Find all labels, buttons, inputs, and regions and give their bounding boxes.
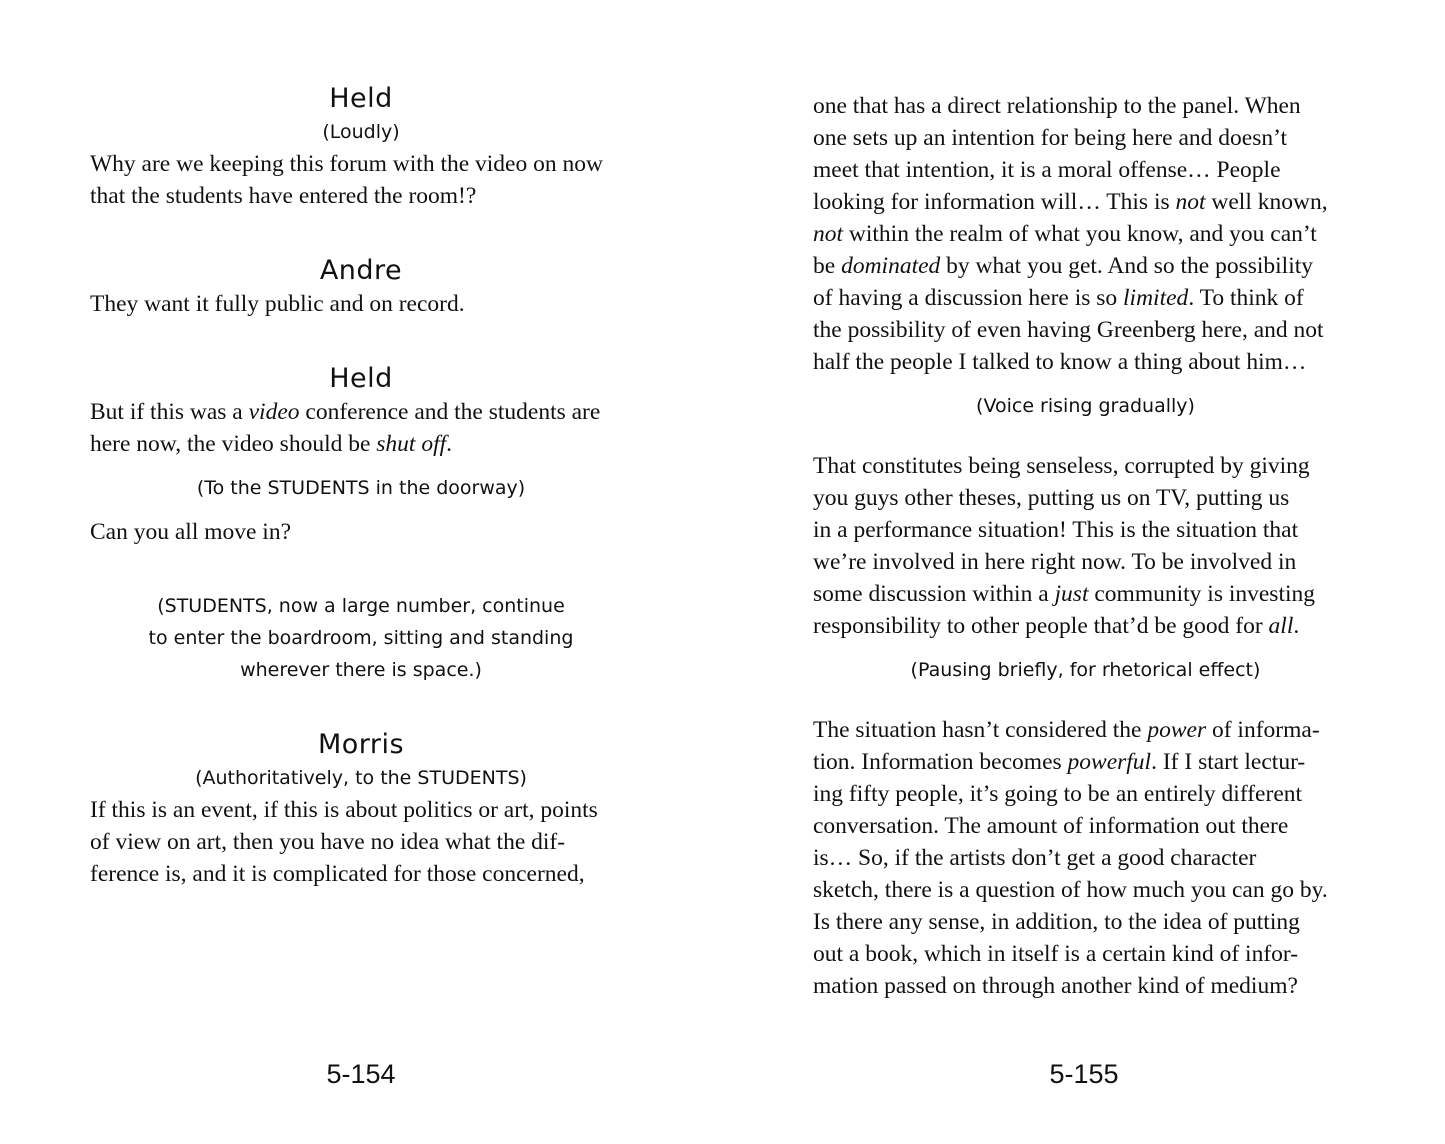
dialogue xyxy=(90,148,632,212)
dialogue-line: Is there any sense, in addition, to the idea of putting xyxy=(813,909,1300,935)
dialogue-line: half the people I talked to know a thing about him… xyxy=(813,349,1307,375)
dialogue-line: the possibility of even having Greenberg here, and not xyxy=(813,317,1324,343)
speaker-name: Andre xyxy=(319,255,403,286)
dialogue xyxy=(90,794,632,890)
left-page xyxy=(0,0,722,1144)
dialogue-line: of view on art, then you have no idea what the dif- xyxy=(90,829,566,855)
dialogue-line: meet that intention, it is a moral offense… People xyxy=(813,157,1281,183)
dialogue-line: in a performance situation! This is the situation that xyxy=(813,517,1299,543)
page-number: 5-154 xyxy=(326,1059,396,1089)
dialogue xyxy=(813,714,1358,1002)
stage-direction-line: wherever there is space.) xyxy=(240,659,482,681)
stage-direction-line: to enter the boardroom, sitting and standing xyxy=(148,627,574,649)
right-column xyxy=(813,90,1358,1002)
dialogue xyxy=(90,516,632,548)
stage-direction-line: (STUDENTS, now a large number, continue xyxy=(157,595,565,617)
speaker-name: Morris xyxy=(317,729,405,760)
dialogue-line: looking for information will… This is not well known, xyxy=(813,189,1328,215)
dialogue xyxy=(90,288,632,320)
stage-direction: (Pausing briefly, for rhetorical effect) xyxy=(910,659,1261,681)
dialogue-line: mation passed on through another kind of medium? xyxy=(813,973,1298,999)
dialogue-line: That constitutes being senseless, corrupted by giving xyxy=(813,453,1310,479)
dialogue-line: But if this was a video conference and the students are xyxy=(90,399,601,425)
speaker-name: Held xyxy=(329,363,393,394)
stage-direction: (Voice rising gradually) xyxy=(976,395,1195,417)
left-column xyxy=(90,82,632,890)
dialogue xyxy=(813,90,1358,378)
dialogue-line: here now, the video should be shut off. xyxy=(90,431,453,457)
dialogue-line: ference is, and it is complicated for those concerned, xyxy=(90,861,585,887)
dialogue-line: you guys other theses, putting us on TV, putting us xyxy=(813,485,1290,511)
dialogue-line: that the students have entered the room!? xyxy=(90,183,477,209)
dialogue-line: we’re involved in here right now. To be involved in xyxy=(813,549,1297,575)
dialogue-line: some discussion within a just community is investing xyxy=(813,581,1316,607)
dialogue-line: one that has a direct relationship to the panel. When xyxy=(813,93,1301,119)
page-number: 5-155 xyxy=(1049,1059,1119,1089)
dialogue-line: is… So, if the artists don’t get a good character xyxy=(813,845,1257,871)
dialogue-line: Why are we keeping this forum with the video on now xyxy=(90,151,603,177)
stage-direction: (Loudly) xyxy=(322,121,400,143)
dialogue-line: one sets up an intention for being here and doesn’t xyxy=(813,125,1288,151)
right-page xyxy=(722,0,1445,1144)
dialogue-line: Can you all move in? xyxy=(90,519,292,545)
stage-direction: (To the STUDENTS in the doorway) xyxy=(196,477,526,499)
stage-direction-block xyxy=(90,590,632,686)
dialogue-line: tion. Information becomes powerful. If I start lectur- xyxy=(813,749,1306,775)
dialogue-line: out a book, which in itself is a certain kind of infor- xyxy=(813,941,1299,967)
dialogue-line: be dominated by what you get. And so the possibility xyxy=(813,253,1314,279)
dialogue-line: of having a discussion here is so limited. To think of xyxy=(813,285,1304,311)
dialogue-line: responsibility to other people that’d be good for all. xyxy=(813,613,1300,639)
dialogue-line: The situation hasn’t considered the power of informa- xyxy=(813,717,1320,743)
dialogue-line: sketch, there is a question of how much you can go by. xyxy=(813,877,1328,903)
dialogue-line: They want it fully public and on record. xyxy=(90,291,465,317)
dialogue-line: If this is an event, if this is about politics or art, points xyxy=(90,797,598,823)
speaker-name: Held xyxy=(329,83,393,114)
dialogue-line: ing fifty people, it’s going to be an entirely different xyxy=(813,781,1303,807)
dialogue xyxy=(90,396,632,460)
stage-direction: (Authoritatively, to the STUDENTS) xyxy=(195,767,527,789)
dialogue-line: conversation. The amount of information out there xyxy=(813,813,1289,839)
dialogue xyxy=(813,450,1358,642)
dialogue-line: not within the realm of what you know, and you can’t xyxy=(813,221,1317,247)
